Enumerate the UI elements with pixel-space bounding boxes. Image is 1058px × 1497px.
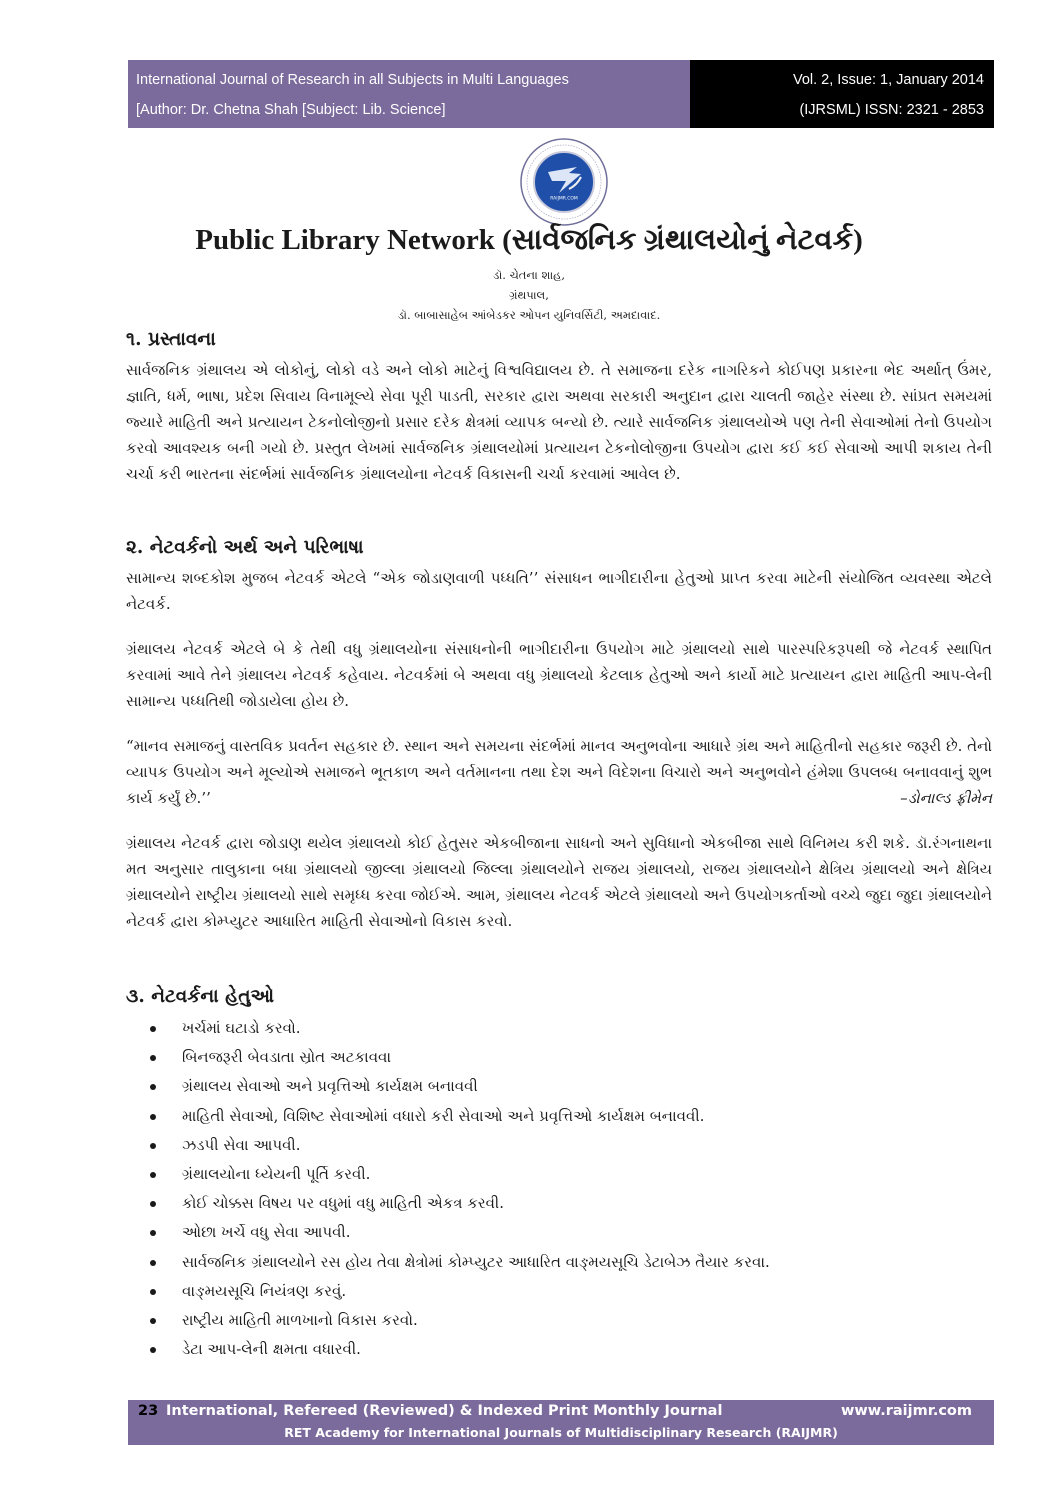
volume-issue: Vol. 2, Issue: 1, January 2014 xyxy=(792,72,984,88)
raijmr-logo-icon xyxy=(519,137,609,227)
paper-title: Public Library Network (સાર્વજનિક ગ્રંથાલયોનું નેટવર્ક) xyxy=(195,224,863,256)
bullet-icon xyxy=(150,1230,156,1236)
bullet-icon xyxy=(150,1172,156,1178)
paragraph-library-network: ગ્રંથાલય નેટવર્ક એટલે બે કે તેથી વધુ ગ્રંથાલયોના સંસાધનોની ભાગીદારીના ઉપયોગ માટે ગ્રંથાલયો સાથે પારસ્પરિકરૂપથી જે નેટવર્ક સ્થાપિત કરવામાં આવે તેને ગ્રંથાલય નેટવર્ક કહેવાય. નેટવર્કમાં બે અથવા વધુ ગ્રંથાલયો કેટલાક હેતુઓ અને કાર્યો માટે પ્રત્યાયન દ્વારા માહિતી આપ-લેની સામાન્ય પધ્ધતિથી જોડાયેલા હોય છે. xyxy=(126,640,992,710)
page-header xyxy=(128,60,994,128)
footer-url: www.raijmr.com xyxy=(840,1403,972,1419)
bullet-icon xyxy=(150,1347,156,1353)
quote-text: “માનવ સમાજનું વાસ્તવિક પ્રવર્તન સહકાર છે. સ્થાન અને સમયના સંદર્ભમાં માનવ અનુભવોના આધારે ગ્રંથ અને માહિતીનો સહકાર જરૂરી છે. તેનો વ્યાપક ઉપયોગ અને મૂલ્યોએ સમાજને ભૂતકાળ અને વર્તમાનના તથા દેશ અને વિદેશના વિચારો અને અનુભવોને હંમેશા ઉપલબ્ધ બનાવવાનું શુભ કાર્ય કર્યું છે.’’ xyxy=(126,737,992,807)
list-item: ખર્ચમાં ઘટાડો કરવો. xyxy=(150,1014,770,1043)
bullet-icon xyxy=(150,1026,156,1032)
list-item: રાષ્ટ્રીય માહિતી માળખાનો વિકાસ કરવો. xyxy=(150,1306,770,1335)
list-item: સાર્વજનિક ગ્રંથાલયોને રસ હોય તેવા ક્ષેત્રોમાં કોમ્પ્યુટર આધારિત વાઙ્મયસૂચિ ડેટાબેઝ તૈયાર કરવા. xyxy=(150,1248,770,1277)
list-item: કોઈ ચોક્કસ વિષય પર વધુમાં વધુ માહિતી એકત્ર કરવી. xyxy=(150,1189,770,1218)
bullet-icon xyxy=(150,1143,156,1149)
section-heading-objectives: ૩. નેટવર્કના હેતુઓ xyxy=(126,986,275,1007)
list-item: ગ્રંથાલય સેવાઓ અને પ્રવૃત્તિઓ કાર્યક્ષમ બનાવવી xyxy=(150,1072,770,1101)
list-item: ડેટા આપ-લેની ક્ષમતા વધારવી. xyxy=(150,1335,770,1364)
bullet-icon xyxy=(150,1201,156,1207)
bullet-icon xyxy=(150,1084,156,1090)
list-item: માહિતી સેવાઓ, વિશિષ્ટ સેવાઓમાં વધારો કરી સેવાઓ અને પ્રવૃત્તિઓ કાર્યક્ષમ બનાવવી. xyxy=(150,1102,770,1131)
list-item: બિનજરૂરી બેવડાતા સ્રોત અટકાવવા xyxy=(150,1043,770,1072)
page-footer xyxy=(128,1400,994,1445)
paragraph-introduction: સાર્વજનિક ગ્રંથાલય એ લોકોનું, લોકો વડે અને લોકો માટેનું વિશ્વવિદ્યાલય છે. તે સમાજના દરેક નાગરિકને કોઈપણ પ્રકારના ભેદ અર્થાત્ ઉંમર, જ્ઞાતિ, ધર્મ, ભાષા, પ્રદેશ સિવાય વિનામૂલ્યે સેવા પૂરી પાડતી, સરકાર દ્વારા અથવા સરકારી અનુદાન દ્વારા ચાલતી જાહેર સંસ્થા છે. સાંપ્રત સમયમાં જ્યારે માહિતી અને પ્રત્યાયન ટેકનોલોજીનો પ્રસાર દરેક ક્ષેત્રમાં વ્યાપક બન્યો છે. ત્યારે સાર્વજનિક ગ્રંથાલયોએ પણ તેની સેવાઓમાં તેનો ઉપયોગ કરવો આવશ્યક બની ગયો છે. પ્રસ્તુત લેખમાં સાર્વજનિક ગ્રંથાલયોમાં પ્રત્યાયન ટેકનોલોજીના ઉપયોગ દ્વારા કઈ કઈ સેવાઓ આપી શકાય તેની ચર્ચા કરી ભારતના સંદર્ભમાં સાર્વજનિક ગ્રંથાલયોના નેટવર્ક વિકાસની ચર્ચા કરવામાં આવેલ છે. xyxy=(126,361,992,483)
bullet-icon xyxy=(150,1055,156,1061)
author-name: ડૉ. ચેતના શાહ, xyxy=(493,268,565,282)
journal-name: International Journal of Research in all Subjects in Multi Languages xyxy=(136,72,569,88)
bullet-icon xyxy=(150,1114,156,1120)
author-role: ગ્રંથપાલ, xyxy=(509,288,549,302)
author-subject-line: [Author: Dr. Chetna Shah [Subject: Lib. Science] xyxy=(136,102,446,118)
paragraph-definition: સામાન્ય શબ્દકોશ મુજબ નેટવર્ક એટલે “એક જોડાણવાળી પધ્ધતિ’’ સંસાધન ભાગીદારીના હેતુઓ પ્રાપ્ત કરવા માટેની સંયોજિત વ્યવસ્થા એટલે નેટવર્ક. xyxy=(126,569,992,613)
quote-author: –ડોનાલ્ડ ફ્રીમેન xyxy=(900,789,992,807)
list-item: ઝડપી સેવા આપવી. xyxy=(150,1131,770,1160)
bullet-icon xyxy=(150,1260,156,1266)
author-affiliation: ડૉ. બાબાસાહેબ આંબેડકર ઓપન યુનિવર્સિટી, અમદાવાદ. xyxy=(397,308,661,322)
list-item: વાઙ્મયસૂચિ નિયંત્રણ કરવું. xyxy=(150,1277,770,1306)
section-heading-introduction: ૧. પ્રસ્તાવના xyxy=(126,329,216,350)
section-heading-meaning: ૨. નેટવર્કનો અર્થ અને પરિભાષા xyxy=(126,537,364,558)
footer-academy-line: RET Academy for International Journals of Multidisciplinary Research (RAIJMR) xyxy=(284,1425,838,1440)
list-item: ગ્રંથાલયોના ધ્યેયની પૂર્તિ કરવી. xyxy=(150,1160,770,1189)
header-right-band xyxy=(690,60,994,128)
quote-block xyxy=(126,733,992,811)
paragraph-network-connection: ગ્રંથાલય નેટવર્ક દ્વારા જોડાણ થયેલ ગ્રંથાલયો કોઈ હેતુસર એકબીજાના સાધનો અને સુવિધાનો એકબીજા સાથે વિનિમય કરી શકે. ડૉ.રંગનાથના મત અનુસાર તાલુકાના બધા ગ્રંથાલયો જીલ્લા ગ્રંથાલયો જિલ્લા ગ્રંથાલયોને રાજય ગ્રંથાલયો, રાજય ગ્રંથાલયોને ક્ષેત્રિય ગ્રંથાલયો અને ક્ષેત્રિય ગ્રંથાલયોને રાષ્ટ્રીય ગ્રંથાલયો સાથે સમૃધ્ધ કરવા જોઈએ. આમ, ગ્રંથાલય નેટવર્ક એટલે ગ્રંથાલયો અને ઉપયોગકર્તાઓ વચ્ચે જુદા જુદા ગ્રંથાલયોને નેટવર્ક દ્વારા કોમ્પ્યુટર આધારિત માહિતી સેવાઓનો વિકાસ કરવો. xyxy=(126,834,992,930)
header-left-band xyxy=(128,60,690,128)
footer-journal-line: International, Refereed (Reviewed) & Indexed Print Monthly Journal xyxy=(166,1403,723,1419)
logo-text: RAIJMR.COM xyxy=(550,196,578,202)
bullet-icon xyxy=(150,1318,156,1324)
list-item: ઓછા ખર્ચે વધુ સેવા આપવી. xyxy=(150,1218,770,1247)
bullet-icon xyxy=(150,1289,156,1295)
objectives-list xyxy=(150,1014,770,1364)
issn: (IJRSML) ISSN: 2321 - 2853 xyxy=(799,102,984,118)
page-number: 23 xyxy=(138,1403,159,1419)
